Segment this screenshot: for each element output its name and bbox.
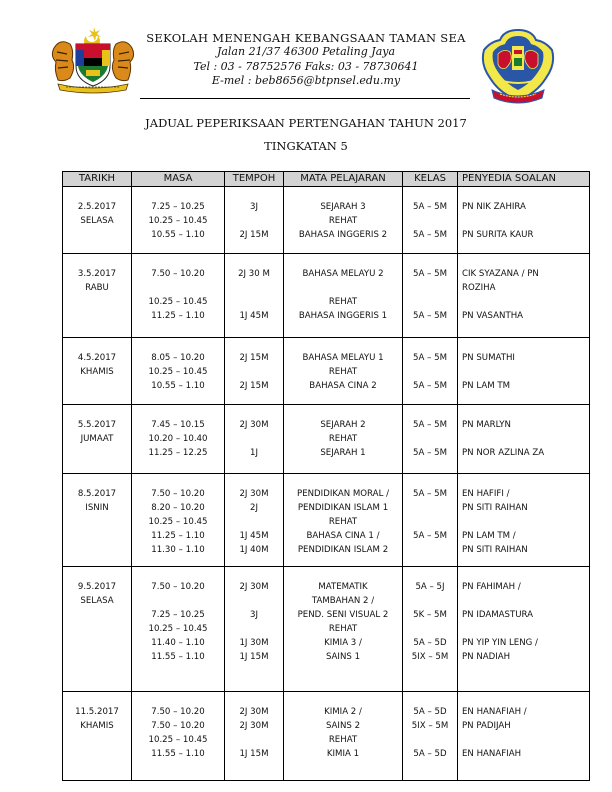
column-header-date: TARIKH (63, 172, 132, 187)
cell-date-line: 2.5.2017 (77, 202, 117, 212)
cell-time-line: 7.25 – 10.25 (151, 202, 205, 212)
cell-subject-line: REHAT (328, 517, 358, 527)
cell-class (403, 692, 458, 781)
cell-class-line: 5A – 5M (413, 230, 447, 240)
cell-duration (225, 474, 284, 567)
cell-question-setter-line: PN VASANTHA (462, 311, 524, 321)
cell-time (132, 474, 225, 567)
cell-date (63, 692, 132, 781)
cell-time-line: 10.55 – 1.10 (151, 381, 205, 391)
cell-time-line: 7.50 – 10.20 (151, 721, 205, 731)
cell-time-line: 7.45 – 10.15 (151, 420, 205, 430)
school-phone-fax: Tel : 03 - 78752576 Faks: 03 - 78730641 (193, 60, 419, 73)
cell-date-line: SELASA (80, 596, 114, 606)
cell-date (63, 338, 132, 405)
cell-time-line: 11.55 – 1.10 (151, 749, 205, 759)
cell-subject (284, 338, 403, 405)
cell-duration-line: 2J 30M (239, 582, 269, 592)
school-name: SEKOLAH MENENGAH KEBANGSAAN TAMAN SEA (146, 31, 466, 45)
cell-subject-line: PENDIDIKAN ISLAM 1 (297, 503, 389, 513)
cell-question-setter-line: PN FAHIMAH / (462, 582, 521, 592)
cell-time (132, 338, 225, 405)
cell-date-line: 5.5.2017 (77, 420, 117, 430)
exam-schedule-table (62, 171, 590, 781)
cell-class-line: 5A – 5M (413, 489, 447, 499)
cell-class-line: 5A – 5D (413, 749, 447, 759)
cell-subject-line: BAHASA CINA 1 / (306, 531, 380, 541)
cell-question-setter-line: ROZIHA (462, 283, 496, 293)
cell-duration-line: 3J (249, 610, 258, 620)
cell-duration-line: 2J 15M (239, 381, 269, 391)
cell-class-line: 5IX – 5M (411, 652, 449, 662)
cell-time-line: 11.30 – 1.10 (151, 545, 205, 555)
cell-subject (284, 474, 403, 567)
cell-class-line: 5A – 5M (413, 269, 447, 279)
cell-class-line: 5A – 5J (415, 582, 445, 592)
cell-duration-line: 3J (249, 202, 258, 212)
cell-duration-line: 2J 30M (239, 420, 269, 430)
cell-time-line: 8.05 – 10.20 (151, 353, 205, 363)
cell-subject-line: SAINS 2 (325, 721, 361, 731)
table-header-row (63, 172, 590, 187)
cell-subject-line: REHAT (328, 367, 358, 377)
cell-time (132, 405, 225, 474)
cell-subject-line: KIMIA 1 (326, 749, 360, 759)
cell-duration-line: 1J 40M (239, 545, 269, 555)
cell-time-line: 11.25 – 1.10 (151, 531, 205, 541)
cell-duration-line: 1J (249, 448, 258, 458)
cell-subject-line: BAHASA CINA 2 (309, 381, 377, 391)
cell-subject-line: KIMIA 3 / (324, 638, 362, 648)
cell-time (132, 187, 225, 254)
cell-time-line: 11.25 – 1.10 (151, 311, 205, 321)
cell-subject-line: REHAT (328, 434, 358, 444)
cell-date-line: RABU (85, 283, 109, 293)
table-row (63, 567, 590, 692)
cell-class (403, 567, 458, 692)
cell-question-setter (458, 567, 590, 692)
cell-question-setter-line: PN YIP YIN LENG / (462, 638, 538, 648)
cell-time-line: 11.55 – 1.10 (151, 652, 205, 662)
cell-date-line: 9.5.2017 (77, 582, 117, 592)
cell-time-line: 7.50 – 10.20 (151, 707, 205, 717)
cell-duration-line: 1J 45M (239, 311, 269, 321)
cell-class-line: 5A – 5M (413, 448, 447, 458)
cell-time-line: 11.40 – 1.10 (151, 638, 205, 648)
cell-class-line: 5A – 5D (413, 638, 447, 648)
column-header-question-setter: PENYEDIA SOALAN (458, 172, 590, 187)
cell-time-line: 7.25 – 10.25 (151, 610, 205, 620)
cell-duration-line: 1J 45M (239, 531, 269, 541)
cell-duration (225, 338, 284, 405)
cell-duration-line: 2J 15M (239, 353, 269, 363)
cell-time-line: 11.25 – 12.25 (148, 448, 208, 458)
cell-time (132, 567, 225, 692)
cell-date-line: JUMAAT (80, 434, 114, 444)
cell-time-line: 10.25 – 10.45 (148, 735, 208, 745)
cell-time-line: 10.25 – 10.45 (148, 367, 208, 377)
cell-class (403, 338, 458, 405)
cell-class-line: 5A – 5M (413, 531, 447, 541)
cell-class (403, 254, 458, 338)
cell-class-line: 5K – 5M (413, 610, 447, 620)
cell-subject-line: TAMBAHAN 2 / (311, 596, 375, 606)
cell-subject (284, 254, 403, 338)
cell-time-line: 7.50 – 10.20 (151, 489, 205, 499)
cell-time-line: 10.25 – 10.45 (148, 624, 208, 634)
cell-duration-line: 1J 15M (239, 652, 269, 662)
cell-question-setter-line: EN HANAFIAH / (462, 707, 527, 717)
cell-question-setter-line: PN SITI RAIHAN (462, 503, 528, 513)
cell-duration-line: 2J 30M (239, 707, 269, 717)
cell-date-line: 4.5.2017 (77, 353, 117, 363)
cell-question-setter-line: PN NOR AZLINA ZA (462, 448, 545, 458)
cell-duration (225, 405, 284, 474)
cell-subject-line: SAINS 1 (325, 652, 361, 662)
cell-subject-line: SEJARAH 2 (320, 420, 366, 430)
cell-date (63, 187, 132, 254)
cell-subject (284, 187, 403, 254)
cell-time-line: 8.20 – 10.20 (151, 503, 205, 513)
cell-date-line: 11.5.2017 (75, 707, 119, 717)
cell-class-line: 5A – 5M (413, 353, 447, 363)
cell-subject-line: REHAT (328, 216, 358, 226)
cell-time-line: 7.50 – 10.20 (151, 269, 205, 279)
cell-question-setter (458, 474, 590, 567)
cell-time-line: 7.50 – 10.20 (151, 582, 205, 592)
cell-duration (225, 692, 284, 781)
cell-time (132, 254, 225, 338)
cell-time-line: 10.55 – 1.10 (151, 230, 205, 240)
cell-duration (225, 567, 284, 692)
cell-date-line: KHAMIS (80, 367, 114, 377)
school-email: E-mel : beb8656@btpnsel.edu.my (211, 74, 401, 87)
cell-date-line: 3.5.2017 (77, 269, 117, 279)
cell-question-setter-line: PN NADIAH (462, 652, 511, 662)
school-address: Jalan 21/37 46300 Petaling Jaya (216, 45, 396, 58)
cell-subject-line: SEJARAH 1 (320, 448, 366, 458)
cell-subject-line: BAHASA MELAYU 1 (302, 353, 384, 363)
column-header-duration: TEMPOH (225, 172, 284, 187)
cell-class (403, 474, 458, 567)
cell-question-setter-line: PN SURITA KAUR (462, 230, 534, 240)
cell-class-line: 5A – 5M (413, 381, 447, 391)
column-header-class: KELAS (403, 172, 458, 187)
cell-question-setter-line: PN LAM TM (462, 381, 511, 391)
cell-duration-line: 1J 15M (239, 749, 269, 759)
cell-date (63, 254, 132, 338)
cell-question-setter-line: PN IDAMASTURA (462, 610, 534, 620)
cell-question-setter-line: PN SITI RAIHAN (462, 545, 528, 555)
cell-question-setter (458, 405, 590, 474)
table-row (63, 692, 590, 781)
cell-duration-line: 2J 30 M (238, 269, 270, 279)
form-level: TINGKATAN 5 (264, 139, 348, 153)
cell-time-line: 10.25 – 10.45 (148, 216, 208, 226)
header-divider (140, 98, 470, 99)
cell-question-setter-line: PN MARLYN (462, 420, 511, 430)
cell-question-setter-line: PN SUMATHI (462, 353, 515, 363)
cell-question-setter-line: PN LAM TM / (462, 531, 516, 541)
cell-subject-line: REHAT (328, 735, 358, 745)
cell-subject (284, 692, 403, 781)
cell-date (63, 474, 132, 567)
cell-time-line: 10.25 – 10.45 (148, 517, 208, 527)
cell-question-setter-line: PN NIK ZAHIRA (462, 202, 526, 212)
cell-duration-line: 1J 30M (239, 638, 269, 648)
cell-class-line: 5IX – 5M (411, 721, 449, 731)
cell-date-line: SELASA (80, 216, 114, 226)
cell-class (403, 187, 458, 254)
cell-class-line: 5A – 5M (413, 202, 447, 212)
cell-duration-line: 2J 15M (239, 230, 269, 240)
cell-subject-line: PENDIDIKAN ISLAM 2 (297, 545, 389, 555)
cell-time-line: 10.25 – 10.45 (148, 297, 208, 307)
table-row (63, 187, 590, 254)
cell-time-line: 10.20 – 10.40 (148, 434, 208, 444)
cell-class-line: 5A – 5M (413, 420, 447, 430)
cell-date-line: ISNIN (85, 503, 109, 513)
cell-subject-line: REHAT (328, 624, 358, 634)
document-title: JADUAL PEPERIKSAAN PERTENGAHAN TAHUN 2017 (145, 116, 467, 130)
cell-subject-line: REHAT (328, 297, 358, 307)
cell-subject-line: BAHASA INGGERIS 1 (298, 311, 388, 321)
cell-question-setter-line: CIK SYAZANA / PN (462, 269, 539, 279)
cell-question-setter (458, 187, 590, 254)
cell-question-setter (458, 692, 590, 781)
cell-duration-line: 2J (249, 503, 258, 513)
cell-question-setter-line: PN PADIJAH (462, 721, 511, 731)
cell-class-line: 5A – 5M (413, 311, 447, 321)
cell-question-setter (458, 254, 590, 338)
cell-subject (284, 567, 403, 692)
cell-date (63, 567, 132, 692)
cell-class (403, 405, 458, 474)
table-row (63, 254, 590, 338)
cell-subject-line: MATEMATIK (318, 582, 368, 592)
cell-date (63, 405, 132, 474)
cell-question-setter-line: EN HANAFIAH (462, 749, 522, 759)
cell-duration (225, 187, 284, 254)
cell-question-setter-line: EN HAFIFI / (462, 489, 510, 499)
cell-duration (225, 254, 284, 338)
cell-duration-line: 2J 30M (239, 489, 269, 499)
cell-subject-line: SEJARAH 3 (320, 202, 366, 212)
cell-time (132, 692, 225, 781)
cell-subject-line: PENDIDIKAN MORAL / (297, 489, 389, 499)
table-row (63, 474, 590, 567)
cell-question-setter (458, 338, 590, 405)
column-header-time: MASA (132, 172, 225, 187)
cell-duration-line: 2J 30M (239, 721, 269, 731)
cell-subject (284, 405, 403, 474)
cell-subject-line: PEND. SENI VISUAL 2 (297, 610, 389, 620)
table-row (63, 338, 590, 405)
cell-date-line: KHAMIS (80, 721, 114, 731)
column-header-subject: MATA PELAJARAN (284, 172, 403, 187)
cell-date-line: 8.5.2017 (77, 489, 117, 499)
cell-subject-line: BAHASA INGGERIS 2 (298, 230, 388, 240)
table-row (63, 405, 590, 474)
cell-class-line: 5A – 5D (413, 707, 447, 717)
cell-subject-line: KIMIA 2 / (324, 707, 362, 717)
cell-subject-line: BAHASA MELAYU 2 (302, 269, 384, 279)
